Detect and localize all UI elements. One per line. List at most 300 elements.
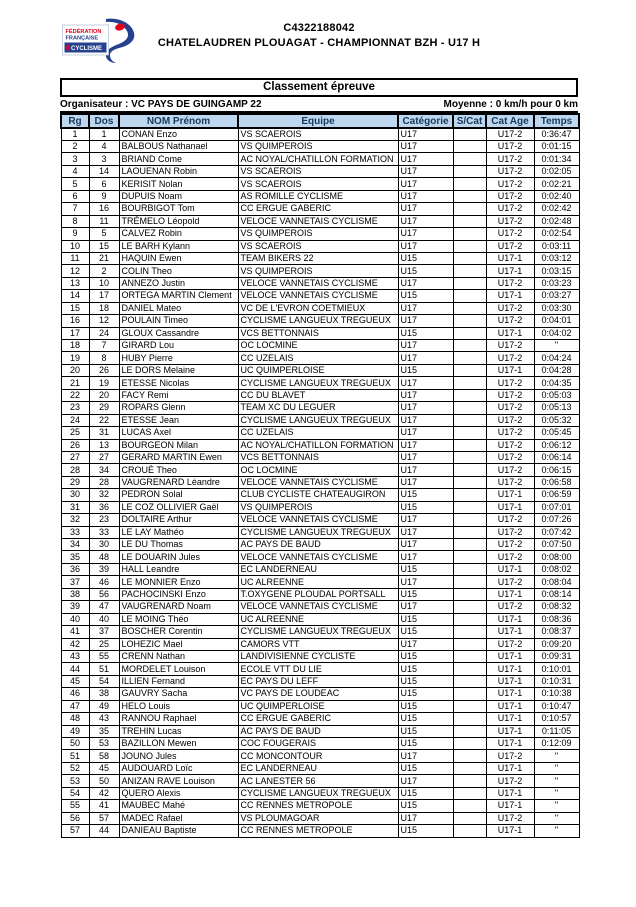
table-row <box>61 203 579 215</box>
table-row <box>61 277 579 289</box>
team-cell: VELOCE VANNETAIS CYCLISME <box>238 215 398 227</box>
table-row <box>61 514 579 526</box>
name-cell: COLIN Theo <box>119 265 238 277</box>
time-cell: 0:08:04 <box>534 576 579 588</box>
bib-cell: 43 <box>89 713 119 725</box>
time-cell: 0:07:42 <box>534 526 579 538</box>
bib-cell: 4 <box>89 141 119 153</box>
table-row <box>61 153 579 165</box>
bib-cell: 12 <box>89 315 119 327</box>
age-category-cell: U17-2 <box>486 377 534 389</box>
time-cell: 0:05:32 <box>534 414 579 426</box>
rank-cell: 24 <box>61 414 89 426</box>
table-row <box>61 427 579 439</box>
time-cell: 0:06:12 <box>534 439 579 451</box>
category-cell: U17 <box>398 414 453 426</box>
team-cell: CC MONCONTOUR <box>238 750 398 762</box>
subcategory-cell <box>453 277 486 289</box>
team-cell: CYCLISME LANGUEUX TREGUEUX <box>238 626 398 638</box>
age-category-cell: U17-1 <box>486 725 534 737</box>
time-cell: 0:02:21 <box>534 178 579 190</box>
rank-cell: 2 <box>61 141 89 153</box>
name-cell: JOUNO Jules <box>119 750 238 762</box>
subcategory-cell <box>453 738 486 750</box>
subcategory-cell <box>453 128 486 141</box>
time-cell: 0:01:34 <box>534 153 579 165</box>
team-cell: VS QUIMPEROIS <box>238 228 398 240</box>
bib-cell: 15 <box>89 240 119 252</box>
team-cell: OC LOCMINE <box>238 340 398 352</box>
team-cell: TEAM XC DU LEGUER <box>238 402 398 414</box>
time-cell: 0:08:02 <box>534 563 579 575</box>
table-row <box>61 340 579 352</box>
subcategory-cell <box>453 178 486 190</box>
category-cell: U17 <box>398 551 453 563</box>
team-cell: TEAM BIKERS 22 <box>238 252 398 264</box>
age-category-cell: U17-1 <box>486 489 534 501</box>
rank-cell: 4 <box>61 165 89 177</box>
subcategory-cell <box>453 775 486 787</box>
team-cell: CC DU BLAVET <box>238 389 398 401</box>
table-row <box>61 476 579 488</box>
subcategory-cell <box>453 451 486 463</box>
name-cell: CROUÉ Theo <box>119 464 238 476</box>
name-cell: POULAIN Timeo <box>119 315 238 327</box>
table-row <box>61 700 579 712</box>
bib-cell: 16 <box>89 203 119 215</box>
time-cell: 0:02:42 <box>534 203 579 215</box>
category-cell: U17 <box>398 141 453 153</box>
time-cell: " <box>534 775 579 787</box>
age-category-cell: U17-1 <box>486 675 534 687</box>
bib-cell: 40 <box>89 613 119 625</box>
col-header-category: Catégorie <box>398 114 453 128</box>
name-cell: LE MOING Théo <box>119 613 238 625</box>
results-table <box>60 113 580 838</box>
team-cell: AC LANESTER 56 <box>238 775 398 787</box>
category-cell: U17 <box>398 576 453 588</box>
name-cell: ANIZAN RAVE Louison <box>119 775 238 787</box>
table-row <box>61 451 579 463</box>
subcategory-cell <box>453 340 486 352</box>
name-cell: FACY Remi <box>119 389 238 401</box>
name-cell: ORTEGA MARTIN Clement <box>119 290 238 302</box>
bib-cell: 34 <box>89 464 119 476</box>
subcategory-cell <box>453 750 486 762</box>
subcategory-cell <box>453 228 486 240</box>
name-cell: BRIAND Come <box>119 153 238 165</box>
rank-cell: 25 <box>61 427 89 439</box>
table-row <box>61 501 579 513</box>
bib-cell: 41 <box>89 800 119 812</box>
subcategory-cell <box>453 327 486 339</box>
rank-cell: 43 <box>61 650 89 662</box>
age-category-cell: U17-2 <box>486 812 534 824</box>
category-cell: U17 <box>398 352 453 364</box>
table-row <box>61 713 579 725</box>
time-cell: 0:03:30 <box>534 302 579 314</box>
subcategory-cell <box>453 190 486 202</box>
team-cell: UC ALREENNE <box>238 613 398 625</box>
subcategory-cell <box>453 290 486 302</box>
bib-cell: 18 <box>89 302 119 314</box>
results-table-header <box>61 114 579 128</box>
age-category-cell: U17-2 <box>486 203 534 215</box>
age-category-cell: U17-2 <box>486 601 534 613</box>
category-cell: U17 <box>398 526 453 538</box>
bib-cell: 30 <box>89 539 119 551</box>
table-row <box>61 402 579 414</box>
rank-cell: 51 <box>61 750 89 762</box>
age-category-cell: U17-2 <box>486 190 534 202</box>
subcategory-cell <box>453 203 486 215</box>
bib-cell: 25 <box>89 638 119 650</box>
team-cell: VS SCAEROIS <box>238 165 398 177</box>
col-header-age-category: Cat Age <box>486 114 534 128</box>
team-cell: VCS BETTONNAIS <box>238 327 398 339</box>
bib-cell: 35 <box>89 725 119 737</box>
name-cell: ANNEZO Justin <box>119 277 238 289</box>
team-cell: AC PAYS DE BAUD <box>238 539 398 551</box>
name-cell: LE DOUARIN Jules <box>119 551 238 563</box>
age-category-cell: U17-2 <box>486 476 534 488</box>
time-cell: 0:02:05 <box>534 165 579 177</box>
category-cell: U17 <box>398 402 453 414</box>
event-code: C4322188042 <box>283 22 355 34</box>
team-cell: CYCLISME LANGUEUX TREGUEUX <box>238 787 398 799</box>
rank-cell: 36 <box>61 563 89 575</box>
time-cell: 0:07:50 <box>534 539 579 551</box>
category-cell: U17 <box>398 439 453 451</box>
rank-cell: 1 <box>61 128 89 141</box>
table-row <box>61 825 579 837</box>
name-cell: DOLTAIRE Arthur <box>119 514 238 526</box>
col-header-rank: Rg <box>61 114 89 128</box>
team-cell: CC RENNES METROPOLE <box>238 800 398 812</box>
bib-cell: 32 <box>89 489 119 501</box>
team-cell: CAMORS VTT <box>238 638 398 650</box>
name-cell: ETESSE Jean <box>119 414 238 426</box>
table-row <box>61 526 579 538</box>
average-speed-label: Moyenne : 0 km/h pour 0 km <box>443 99 578 110</box>
name-cell: CALVEZ Robin <box>119 228 238 240</box>
document-header <box>60 0 578 78</box>
team-cell: CYCLISME LANGUEUX TREGUEUX <box>238 526 398 538</box>
rank-cell: 38 <box>61 588 89 600</box>
time-cell: 0:10:57 <box>534 713 579 725</box>
time-cell: " <box>534 750 579 762</box>
table-row <box>61 601 579 613</box>
bib-cell: 44 <box>89 825 119 837</box>
category-cell: U15 <box>398 489 453 501</box>
table-row <box>61 302 579 314</box>
name-cell: ROPARS Glenn <box>119 402 238 414</box>
category-cell: U15 <box>398 588 453 600</box>
name-cell: RANNOU Raphael <box>119 713 238 725</box>
time-cell: 0:04:01 <box>534 315 579 327</box>
subcategory-cell <box>453 514 486 526</box>
subcategory-cell <box>453 700 486 712</box>
category-cell: U17 <box>398 215 453 227</box>
team-cell: VS QUIMPEROIS <box>238 501 398 513</box>
time-cell: 0:08:32 <box>534 601 579 613</box>
category-cell: U17 <box>398 389 453 401</box>
table-row <box>61 190 579 202</box>
age-category-cell: U17-2 <box>486 128 534 141</box>
rank-cell: 23 <box>61 402 89 414</box>
rank-cell: 21 <box>61 377 89 389</box>
table-row <box>61 563 579 575</box>
age-category-cell: U17-1 <box>486 787 534 799</box>
subcategory-cell <box>453 812 486 824</box>
team-cell: AC PAYS DE BAUD <box>238 725 398 737</box>
col-header-time: Temps <box>534 114 579 128</box>
category-cell: U17 <box>398 165 453 177</box>
team-cell: VS SCAEROIS <box>238 240 398 252</box>
time-cell: 0:36:47 <box>534 128 579 141</box>
age-category-cell: U17-1 <box>486 563 534 575</box>
age-category-cell: U17-2 <box>486 302 534 314</box>
team-cell: UC ALREENNE <box>238 576 398 588</box>
category-cell: U15 <box>398 762 453 774</box>
category-cell: U17 <box>398 812 453 824</box>
table-row <box>61 364 579 376</box>
team-cell: VCS BETTONNAIS <box>238 451 398 463</box>
age-category-cell: U17-2 <box>486 277 534 289</box>
subcategory-cell <box>453 713 486 725</box>
bib-cell: 39 <box>89 563 119 575</box>
category-cell: U17 <box>398 775 453 787</box>
team-cell: EC PAYS DU LEFF <box>238 675 398 687</box>
name-cell: HAQUIN Ewen <box>119 252 238 264</box>
subcategory-cell <box>453 675 486 687</box>
team-cell: VS QUIMPEROIS <box>238 141 398 153</box>
name-cell: VAUGRENARD Léandre <box>119 476 238 488</box>
team-cell: AS ROMILLE CYCLISME <box>238 190 398 202</box>
subcategory-cell <box>453 215 486 227</box>
name-cell: LUCAS Axel <box>119 427 238 439</box>
category-cell: U17 <box>398 277 453 289</box>
category-cell: U17 <box>398 302 453 314</box>
bib-cell: 19 <box>89 377 119 389</box>
logo-text-federation: FÉDÉRATION <box>65 29 102 35</box>
category-cell: U17 <box>398 451 453 463</box>
age-category-cell: U17-2 <box>486 576 534 588</box>
name-cell: LE MONNIER Enzo <box>119 576 238 588</box>
subcategory-cell <box>453 352 486 364</box>
name-cell: LE LAY Mathéo <box>119 526 238 538</box>
rank-cell: 12 <box>61 265 89 277</box>
table-row <box>61 588 579 600</box>
time-cell: 0:06:58 <box>534 476 579 488</box>
rank-cell: 40 <box>61 613 89 625</box>
category-cell: U17 <box>398 427 453 439</box>
subcategory-cell <box>453 688 486 700</box>
team-cell: AC NOYAL/CHATILLON FORMATION <box>238 153 398 165</box>
name-cell: LE COZ OLLIVIER Gaël <box>119 501 238 513</box>
time-cell: 0:02:54 <box>534 228 579 240</box>
team-cell: CYCLISME LANGUEUX TREGUEUX <box>238 315 398 327</box>
subcategory-cell <box>453 364 486 376</box>
table-row <box>61 165 579 177</box>
name-cell: QUERO Alexis <box>119 787 238 799</box>
results-page <box>60 0 578 838</box>
bib-cell: 10 <box>89 277 119 289</box>
rank-cell: 16 <box>61 315 89 327</box>
team-cell: EC LANDERNEAU <box>238 762 398 774</box>
subcategory-cell <box>453 414 486 426</box>
subcategory-cell <box>453 563 486 575</box>
time-cell: 0:05:03 <box>534 389 579 401</box>
subcategory-cell <box>453 588 486 600</box>
age-category-cell: U17-2 <box>486 551 534 563</box>
age-category-cell: U17-1 <box>486 501 534 513</box>
subcategory-cell <box>453 439 486 451</box>
team-cell: UC QUIMPERLOISE <box>238 700 398 712</box>
name-cell: VAUGRENARD Noam <box>119 601 238 613</box>
table-row <box>61 352 579 364</box>
team-cell: CC UZELAIS <box>238 352 398 364</box>
bib-cell: 33 <box>89 526 119 538</box>
subcategory-cell <box>453 725 486 737</box>
subcategory-cell <box>453 638 486 650</box>
age-category-cell: U17-2 <box>486 750 534 762</box>
section-title-box <box>60 78 578 97</box>
time-cell: 0:04:24 <box>534 352 579 364</box>
subcategory-cell <box>453 389 486 401</box>
rank-cell: 49 <box>61 725 89 737</box>
rank-cell: 10 <box>61 240 89 252</box>
age-category-cell: U17-2 <box>486 315 534 327</box>
category-cell: U15 <box>398 700 453 712</box>
team-cell: COC FOUGERAIS <box>238 738 398 750</box>
team-cell: CC RENNES METROPOLE <box>238 825 398 837</box>
name-cell: HALL Leandre <box>119 563 238 575</box>
category-cell: U17 <box>398 128 453 141</box>
rank-cell: 46 <box>61 688 89 700</box>
category-cell: U17 <box>398 240 453 252</box>
table-row <box>61 663 579 675</box>
title-block <box>60 22 578 49</box>
bib-cell: 11 <box>89 215 119 227</box>
bib-cell: 8 <box>89 352 119 364</box>
category-cell: U17 <box>398 153 453 165</box>
category-cell: U15 <box>398 626 453 638</box>
rank-cell: 15 <box>61 302 89 314</box>
time-cell: " <box>534 762 579 774</box>
name-cell: GIRARD Lou <box>119 340 238 352</box>
name-cell: AUDOUARD Loïc <box>119 762 238 774</box>
name-cell: MORDELET Louison <box>119 663 238 675</box>
subcategory-cell <box>453 427 486 439</box>
age-category-cell: U17-2 <box>486 439 534 451</box>
table-row <box>61 489 579 501</box>
name-cell: CRENN Nathan <box>119 650 238 662</box>
time-cell: 0:09:31 <box>534 650 579 662</box>
time-cell: 0:07:01 <box>534 501 579 513</box>
bib-cell: 31 <box>89 427 119 439</box>
subcategory-cell <box>453 576 486 588</box>
category-cell: U15 <box>398 675 453 687</box>
time-cell: 0:03:15 <box>534 265 579 277</box>
bib-cell: 2 <box>89 265 119 277</box>
bib-cell: 49 <box>89 700 119 712</box>
table-row <box>61 738 579 750</box>
team-cell: CC ERGUE GABERIC <box>238 713 398 725</box>
subcategory-cell <box>453 825 486 837</box>
time-cell: 0:10:38 <box>534 688 579 700</box>
table-row <box>61 812 579 824</box>
rank-cell: 9 <box>61 228 89 240</box>
bib-cell: 54 <box>89 675 119 687</box>
category-cell: U17 <box>398 750 453 762</box>
subcategory-cell <box>453 526 486 538</box>
rank-cell: 35 <box>61 551 89 563</box>
subcategory-cell <box>453 626 486 638</box>
table-row <box>61 638 579 650</box>
bib-cell: 23 <box>89 514 119 526</box>
team-cell: VELOCE VANNETAIS CYCLISME <box>238 514 398 526</box>
age-category-cell: U17-1 <box>486 626 534 638</box>
rank-cell: 54 <box>61 787 89 799</box>
bib-cell: 51 <box>89 663 119 675</box>
bib-cell: 26 <box>89 364 119 376</box>
category-cell: U17 <box>398 601 453 613</box>
organizer-label: Organisateur : VC PAYS DE GUINGAMP 22 <box>60 99 262 110</box>
age-category-cell: U17-1 <box>486 588 534 600</box>
rank-cell: 5 <box>61 178 89 190</box>
rank-cell: 44 <box>61 663 89 675</box>
age-category-cell: U17-2 <box>486 240 534 252</box>
subcategory-cell <box>453 551 486 563</box>
time-cell: 0:06:14 <box>534 451 579 463</box>
table-row <box>61 787 579 799</box>
name-cell: MAUBEC Mahé <box>119 800 238 812</box>
rank-cell: 13 <box>61 277 89 289</box>
category-cell: U17 <box>398 638 453 650</box>
table-row <box>61 315 579 327</box>
bib-cell: 22 <box>89 414 119 426</box>
table-row <box>61 240 579 252</box>
time-cell: 0:05:45 <box>534 427 579 439</box>
col-header-bib: Dos <box>89 114 119 128</box>
team-cell: VELOCE VANNETAIS CYCLISME <box>238 290 398 302</box>
bib-cell: 53 <box>89 738 119 750</box>
bib-cell: 55 <box>89 650 119 662</box>
age-category-cell: U17-1 <box>486 762 534 774</box>
bib-cell: 48 <box>89 551 119 563</box>
rank-cell: 6 <box>61 190 89 202</box>
bib-cell: 3 <box>89 153 119 165</box>
time-cell: 0:02:40 <box>534 190 579 202</box>
time-cell: " <box>534 800 579 812</box>
table-row <box>61 775 579 787</box>
name-cell: PEDRON Solal <box>119 489 238 501</box>
rank-cell: 48 <box>61 713 89 725</box>
category-cell: U15 <box>398 613 453 625</box>
team-cell: VELOCE VANNETAIS CYCLISME <box>238 476 398 488</box>
table-row <box>61 800 579 812</box>
category-cell: U15 <box>398 725 453 737</box>
time-cell: 0:02:48 <box>534 215 579 227</box>
age-category-cell: U17-1 <box>486 290 534 302</box>
bib-cell: 14 <box>89 165 119 177</box>
table-row <box>61 265 579 277</box>
age-category-cell: U17-1 <box>486 688 534 700</box>
category-cell: U15 <box>398 327 453 339</box>
rank-cell: 29 <box>61 476 89 488</box>
age-category-cell: U17-2 <box>486 414 534 426</box>
